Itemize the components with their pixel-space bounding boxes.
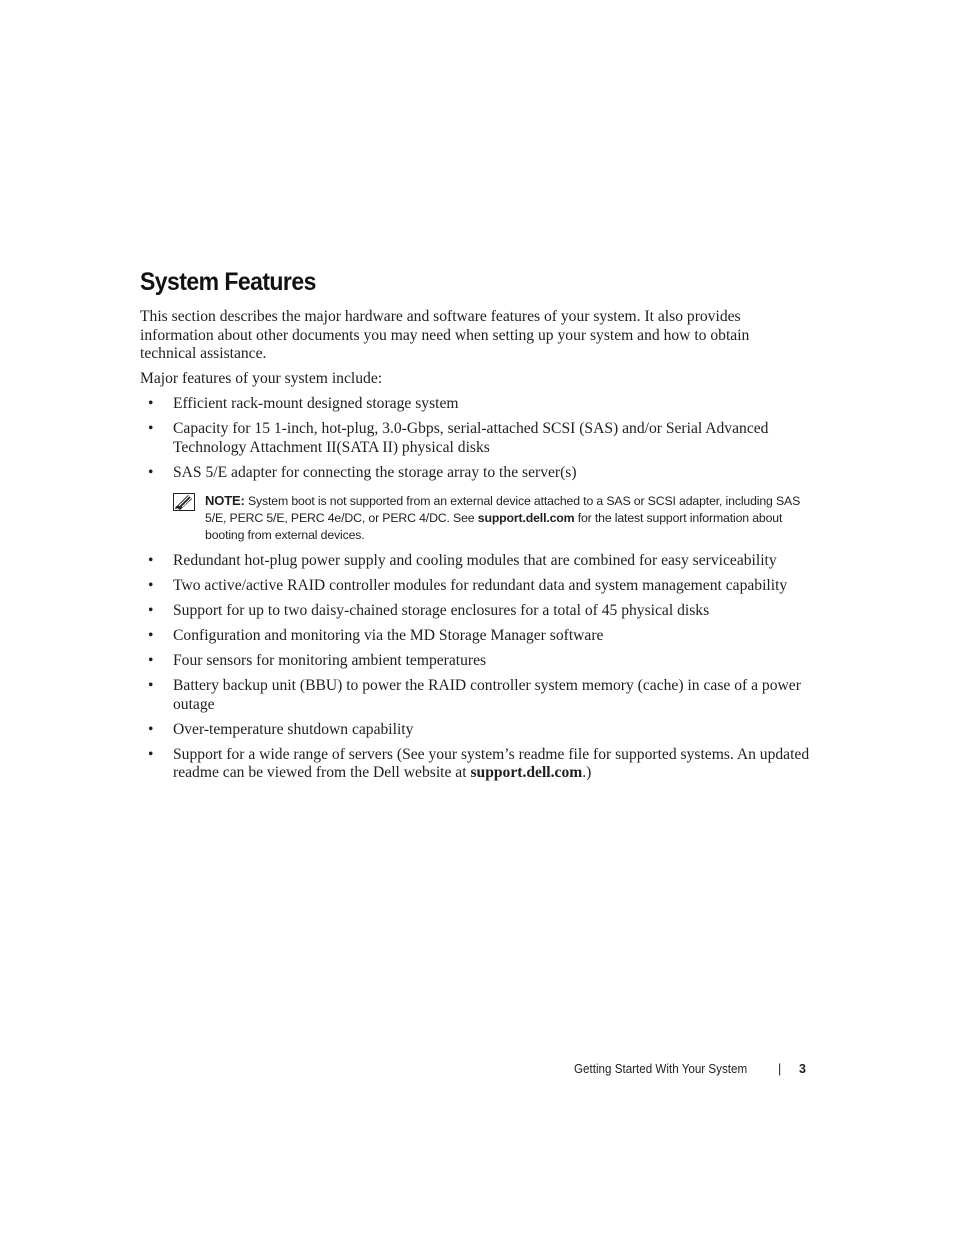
list-item [140,552,810,571]
page-title: System Features [140,268,316,296]
bullet-icon: • [148,577,154,595]
bullet-icon: • [148,602,154,620]
support-link[interactable]: support.dell.com [470,764,583,782]
list-item [140,746,810,783]
note-text: System boot is not supported from an external device attached to a SAS or SCSI adapter, including SAS 5/E, PERC 5/E, PERC 4e/DC, or PERC 4/DC. See [205,494,801,526]
support-link[interactable]: support.dell.com [477,511,575,526]
bullet-icon: • [148,627,154,645]
list-item-text: Capacity for 15 1-inch, hot-plug, 3.0-Gbps, serial-attached SCSI (SAS) and/or Serial Advanced Technology Attachment II(SATA II) physical disks [173,419,769,456]
list-item [140,395,810,414]
footer-section-title: Getting Started With Your System [574,1062,748,1076]
list-item [140,602,810,621]
list-item-text: Configuration and monitoring via the MD Storage Manager software [173,627,604,645]
feature-list [140,395,810,789]
note-label: NOTE: [205,493,245,509]
list-item [140,577,810,596]
list-item [140,677,810,714]
list-item-text: Redundant hot-plug power supply and cooling modules that are combined for easy serviceability [173,552,777,570]
bullet-icon: • [148,677,154,695]
bullet-icon: • [148,652,154,670]
bullet-icon: • [148,463,154,481]
note-callout [140,492,810,544]
bullet-icon: • [148,395,154,412]
list-item-text: SAS 5/E adapter for connecting the storage array to the server(s) [173,463,577,481]
list-item-text: Support for up to two daisy-chained storage enclosures for a total of 45 physical disks [173,602,710,620]
list-item-text: Battery backup unit (BBU) to power the RAID controller system memory (cache) in case of a power outage [173,677,801,713]
list-item-text: Support for a wide range of servers (See your system’s readme file for supported systems. An updated readme can be viewed from the Dell website at [173,745,810,782]
list-item-text: Efficient rack-mount designed storage system [173,395,459,412]
features-lead-in: Major features of your system include: [140,370,383,387]
pencil-note-icon [173,493,195,511]
list-item-text: Over-temperature shutdown capability [173,720,414,738]
bullet-icon: • [148,552,154,570]
list-item [140,627,810,646]
list-item-text-end: .) [582,764,592,782]
list-item [140,464,810,483]
page-number: 3 [799,1062,806,1076]
bullet-icon: • [148,720,154,738]
intro-paragraph: This section describes the major hardware and software features of your system. It also provides information about other documents you may need when setting up your system and how to obtain technical assistance. [140,308,750,363]
list-item [140,652,810,671]
list-item [140,420,810,457]
bullet-icon: • [148,745,154,763]
list-item-text: Two active/active RAID controller modules for redundant data and system management capability [173,577,788,595]
list-item-text: Four sensors for monitoring ambient temperatures [173,652,487,670]
footer-separator: | [778,1062,782,1076]
bullet-icon: • [148,419,154,437]
note-text-end: for the latest support information about booting from external devices. [205,511,783,543]
list-item [140,721,810,740]
